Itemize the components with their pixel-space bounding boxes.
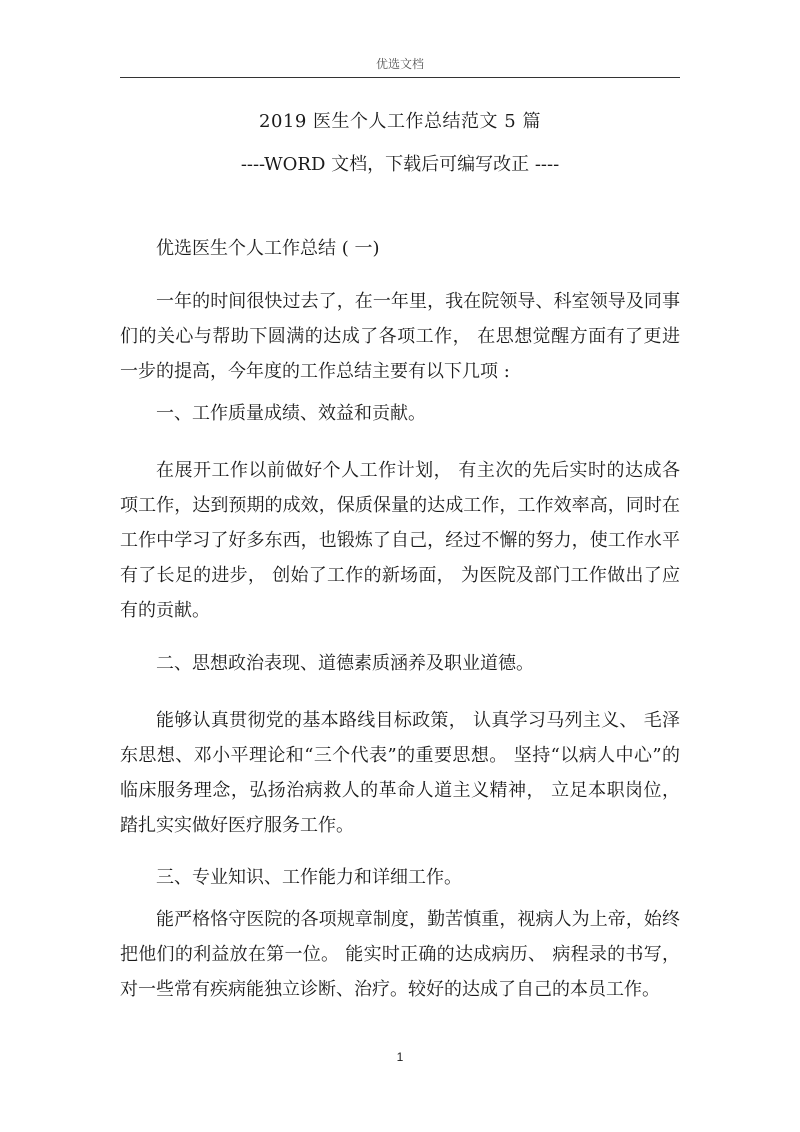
header-divider <box>120 77 680 78</box>
paragraph-item-2: 能够认真贯彻党的基本路线目标政策， 认真学习马列主义、 毛泽东思想、邓小平理论和“三个代表”的重要思想。 坚持“以病人中心”的临床服务理念，弘扬治病救人的革命人道主义精神， 立足本职岗位，踏扎实实做好医疗服务工作。 <box>120 710 680 836</box>
heading-item-2: 二、思想政治表现、道德素质涵养及职业道德。 <box>156 653 534 674</box>
heading-item-1: 一、工作质量成绩、效益和贡献。 <box>156 403 426 424</box>
section-heading: 优选医生个人工作总结 ( 一) <box>156 238 380 259</box>
heading-item-3: 三、专业知识、工作能力和详细工作。 <box>156 867 462 888</box>
page-header: 优选文档 <box>375 57 424 71</box>
document-subtitle: ----WORD 文档，下载后可编写改正 ---- <box>240 154 560 175</box>
paragraph-item-3: 能严格恪守医院的各项规章制度，勤苦慎重，视病人为上帝，始终把他们的利益放在第一位。 能实时正确的达成病历、 病程录的书写，对一些常有疾病能独立诊断、治疗。较好的达成了自己的本员工作。 <box>120 909 680 1000</box>
page-number: 1 <box>396 1050 404 1064</box>
paragraph-intro: 一年的时间很快过去了，在一年里，我在院领导、科室领导及同事们的关心与帮助下圆满的达成了各项工作， 在思想觉醒方面有了更进一步的提高，今年度的工作总结主要有以下几项 : <box>120 291 680 382</box>
document-title: 2019 医生个人工作总结范文 5 篇 <box>259 111 541 132</box>
paragraph-item-1: 在展开工作以前做好个人工作计划， 有主次的先后实时的达成各项工作，达到预期的成效，保质保量的达成工作，工作效率高，同时在工作中学习了好多东西，也锻炼了自己，经过不懈的努力，使工作水平有了长足的进步， 创始了工作的新场面， 为医院及部门工作做出了应有的贡献。 <box>120 460 680 621</box>
